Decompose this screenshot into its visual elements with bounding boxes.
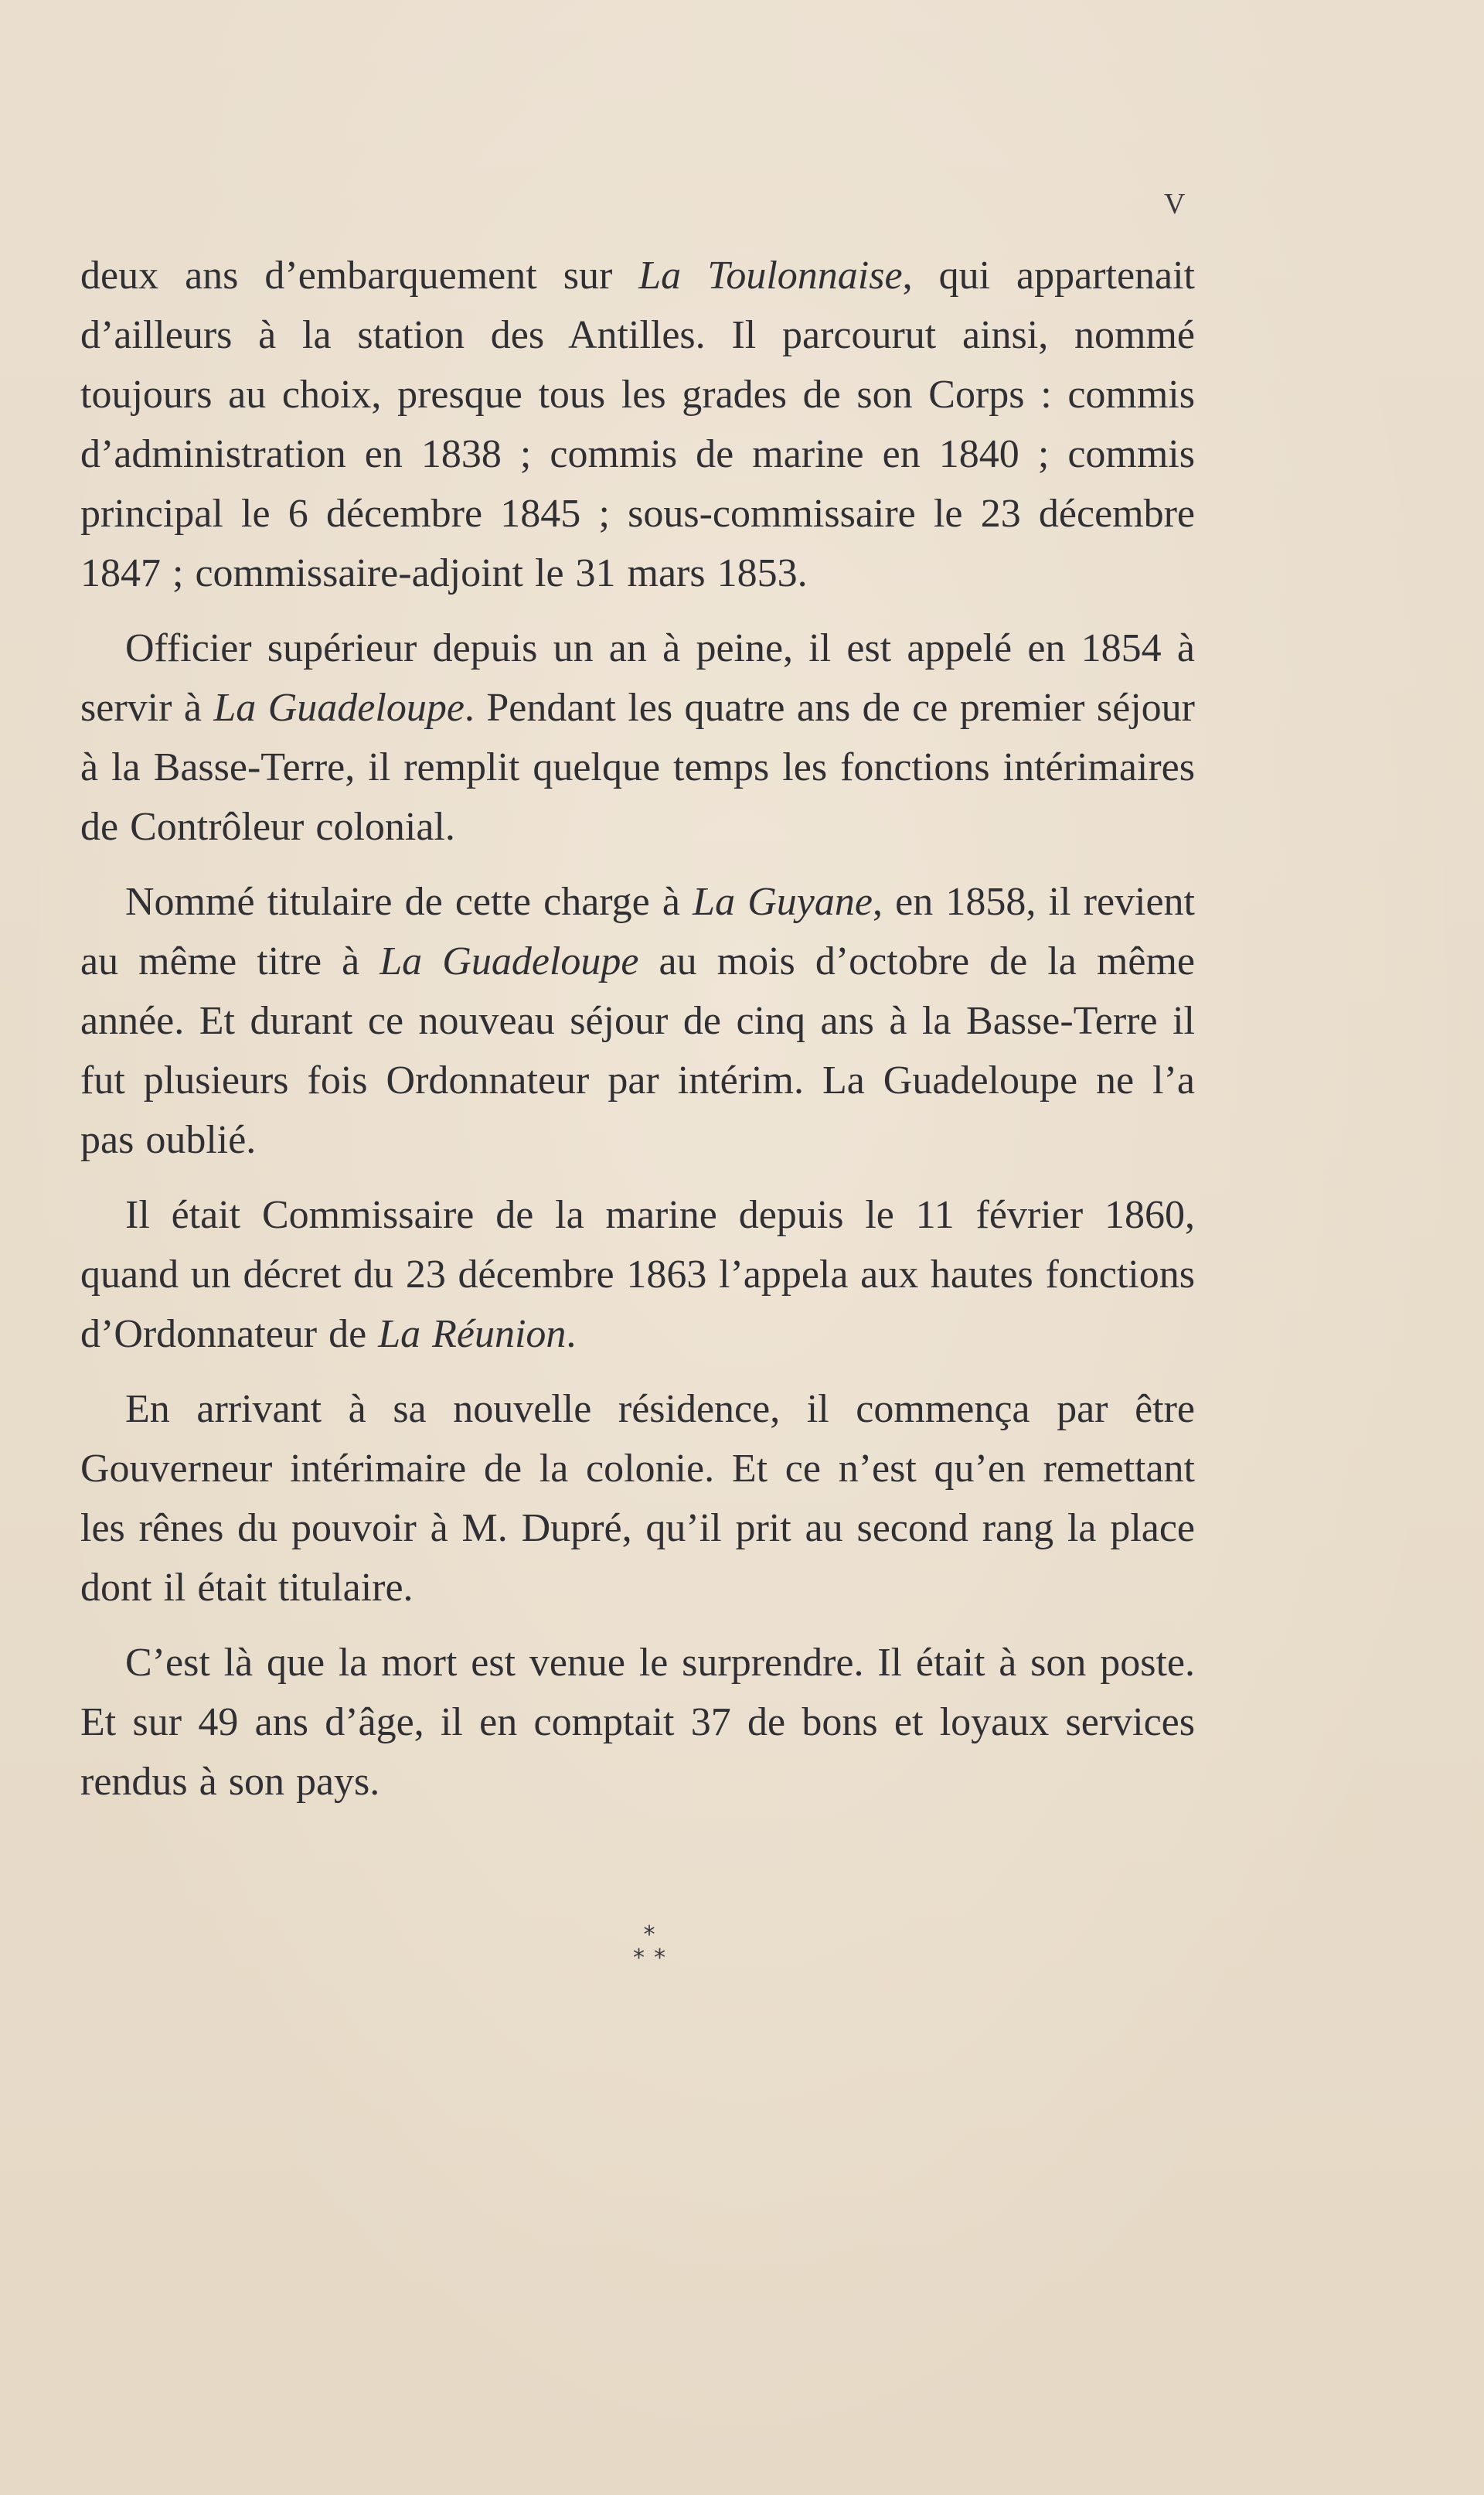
italic-title: La Guadeloupe	[380, 939, 639, 983]
paragraph	[80, 246, 1195, 603]
paragraph	[80, 872, 1195, 1170]
asterism-ornament	[611, 1921, 688, 1972]
text-run: . Pendant les quatre ans de ce premier séjour à la Basse-Terre, il remplit quelque temps les fonctions intérimaires de Contrôleur colonial.	[80, 686, 1195, 849]
text-run: , en 1858, il revient au même titre à	[80, 880, 1196, 983]
text-run: , qui appartenait d’ailleurs à la station des Antilles. Il parcourut ainsi, nommé toujours au choix, presque tous les grades de son Corps : commis d’administration en 1838 ; commis de marine en 1840 ; commis principal le 6 décembre 1845 ; sous-commissaire le 23 décembre 1847 ; commissaire-adjoint le 31 mars 1853.	[80, 254, 1195, 595]
text-run: C’est là que la mort est venue le surprendre. Il était à son poste. Et sur 49 ans d’âge, il en comptait 37 de bons et loyaux services rendus à son pays.	[80, 1641, 1195, 1804]
text-run: .	[566, 1312, 577, 1356]
paragraph	[80, 1633, 1195, 1812]
page-number: V	[1164, 188, 1186, 220]
text-run: au mois d’octobre de la même année. Et durant ce nouveau séjour de cinq ans à la Basse-Terre il fut plusieurs fois Ordonnateur par intérim. La Guadeloupe ne l’a pas oublié.	[80, 939, 1195, 1162]
ornament-star-top: *	[643, 1921, 655, 1948]
text-run: Nommé titulaire de cette charge à	[125, 880, 693, 924]
italic-title: La Toulonnaise	[638, 254, 903, 298]
text-run: Il était Commissaire de la marine depuis le 11 février 1860, quand un décret du 23 décembre 1863 l’appela aux hautes fonctions d’Ordonnateur de	[80, 1193, 1195, 1356]
ornament-stars-bottom: **	[633, 1945, 675, 1972]
italic-title: La Guyane	[693, 880, 873, 924]
italic-title: La Réunion	[378, 1312, 567, 1356]
text-run: Officier supérieur depuis un an à peine, il est appelé en 1854 à servir à	[80, 626, 1195, 730]
paragraph	[80, 619, 1195, 857]
paragraph	[80, 1185, 1195, 1364]
paragraph	[80, 1379, 1195, 1617]
text-run: deux ans d’embarquement sur	[80, 254, 639, 298]
italic-title: La Guadeloupe	[213, 686, 465, 730]
text-run: En arrivant à sa nouvelle résidence, il commença par être Gouverneur intérimaire de la colonie. Et ce n’est qu’en remettant les rênes du pouvoir à M. Dupré, qu’il prit au second rang la place dont il était titulaire.	[80, 1387, 1195, 1610]
body-text	[80, 246, 1195, 1827]
